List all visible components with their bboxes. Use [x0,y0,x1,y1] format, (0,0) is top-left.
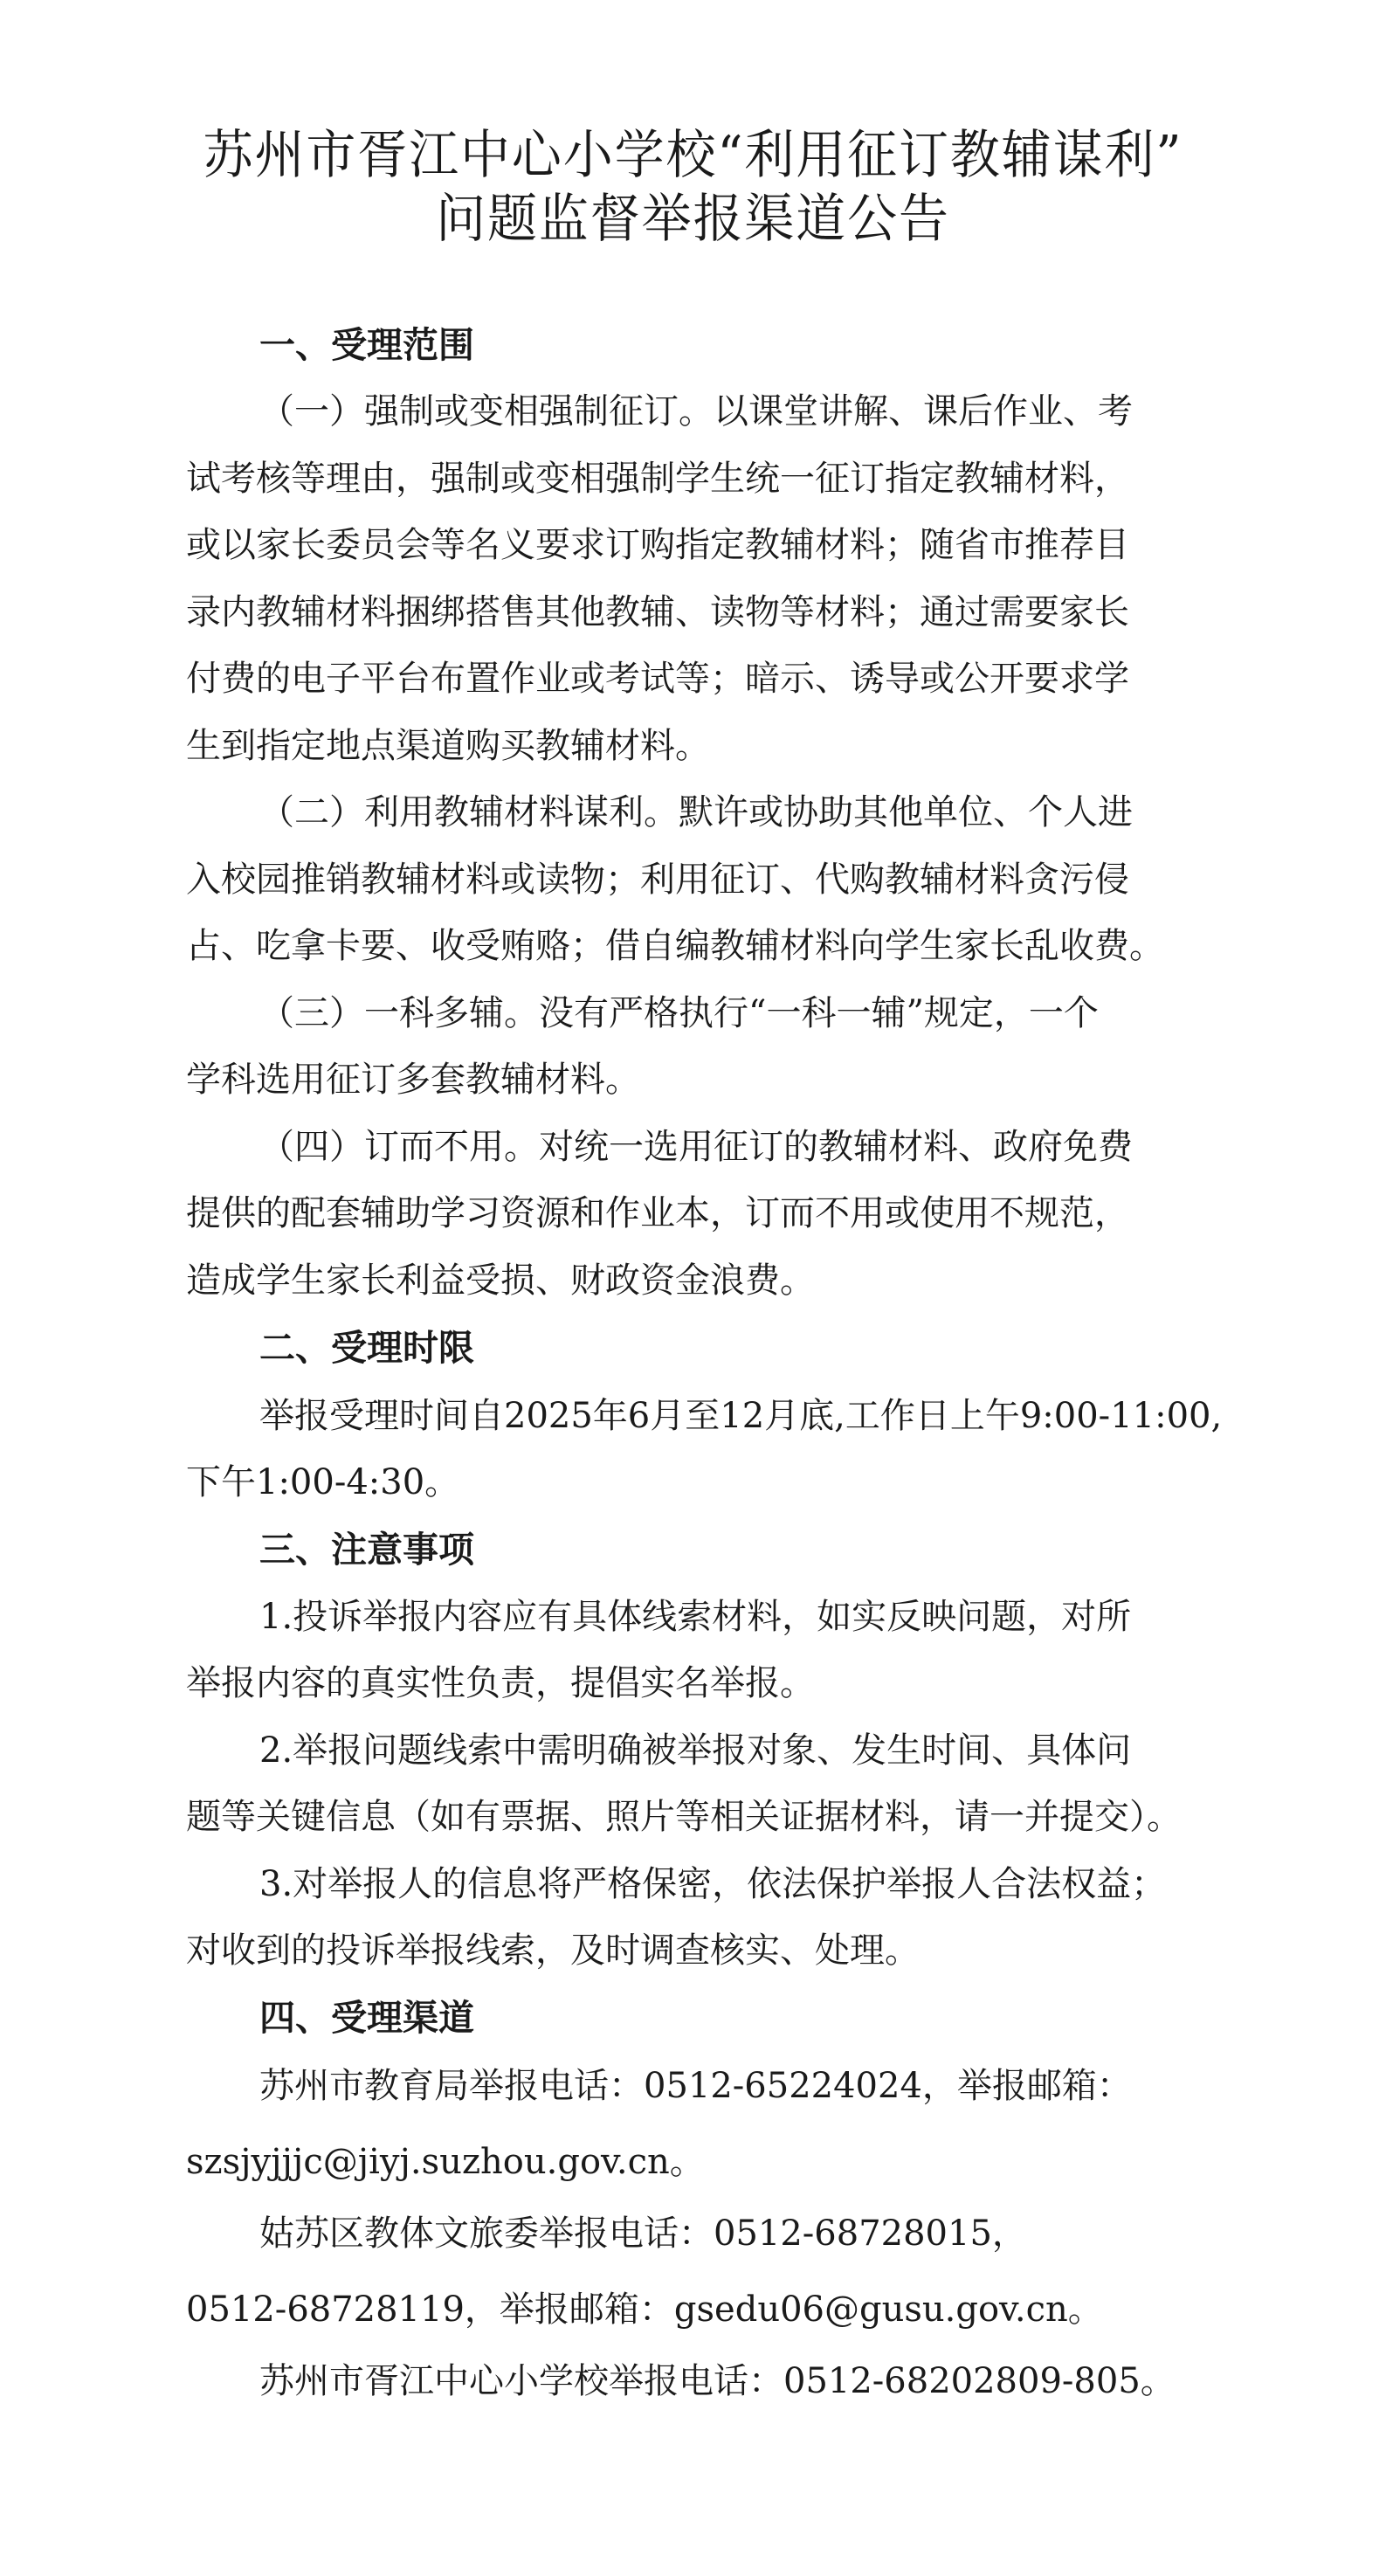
paragraph-line: 0512-68728119，举报邮箱：gsedu06@gusu.gov.cn。 [186,2289,1103,2330]
section-heading-notes: 三、注意事项 [259,1529,474,1571]
document-title-line-2: 问题监督举报渠道公告 [436,189,950,250]
paragraph-line: 录内教辅材料捆绑搭售其他教辅、读物等材料；通过需要家长 [186,592,1129,632]
paragraph-line: 1.投诉举报内容应有具体线索材料，如实反映问题，对所 [259,1597,1132,1637]
paragraph-line: （二）利用教辅材料谋利。默许或协助其他单位、个人进 [259,792,1133,832]
section-heading-time-limit: 二、受理时限 [259,1327,474,1369]
paragraph-line: 苏州市胥江中心小学校举报电话：0512-68202809-805。 [259,2361,1176,2401]
paragraph-line: 3.对举报人的信息将严格保密，依法保护举报人合法权益； [259,1864,1167,1904]
paragraph-line: 题等关键信息（如有票据、照片等相关证据材料，请一并提交）。 [186,1797,1182,1837]
paragraph-line: 占、吃拿卡要、收受贿赂；借自编教辅材料向学生家长乱收费。 [186,926,1164,966]
section-heading-scope: 一、受理范围 [259,324,474,366]
paragraph-line: 2.举报问题线索中需明确被举报对象、发生时间、具体问 [259,1730,1132,1771]
paragraph-line: 试考核等理由，强制或变相强制学生统一征订指定教辅材料， [186,459,1129,499]
paragraph-line: szsjyjjjc@jiyj.suzhou.gov.cn。 [186,2142,705,2182]
paragraph-line: （三）一科多辅。没有严格执行“一科一辅”规定，一个 [259,993,1099,1033]
paragraph-line: 入校园推销教辅材料或读物；利用征订、代购教辅材料贪污侵 [186,860,1129,900]
paragraph-line: 提供的配套辅助学习资源和作业本，订而不用或使用不规范， [186,1193,1129,1233]
paragraph-line: 造成学生家长利益受损、财政资金浪费。 [186,1260,815,1301]
paragraph-line: 举报内容的真实性负责，提倡实名举报。 [186,1663,815,1703]
paragraph-line: 苏州市教育局举报电话：0512-65224024，举报邮箱： [259,2066,1132,2106]
document-title-line-1: 苏州市胥江中心小学校“利用征订教辅谋利” [203,125,1183,186]
paragraph-line: 学科选用征订多套教辅材料。 [186,1060,640,1100]
paragraph-line: （一）强制或变相强制征订。以课堂讲解、课后作业、考 [259,391,1133,432]
section-heading-channels: 四、受理渠道 [259,1997,474,2039]
paragraph-line: 付费的电子平台布置作业或考试等；暗示、诱导或公开要求学 [186,659,1129,699]
paragraph-line: 举报受理时间自2025年6月至12月底,工作日上午9:00-11:00, [259,1396,1223,1436]
paragraph-line: 下午1:00-4:30。 [186,1462,460,1502]
paragraph-line: （四）订而不用。对统一选用征订的教辅材料、政府免费 [259,1127,1133,1167]
paragraph-line: 或以家长委员会等名义要求订购指定教辅材料；随省市推荐目 [186,525,1129,565]
paragraph-line: 对收到的投诉举报线索，及时调查核实、处理。 [186,1930,920,1971]
paragraph-line: 生到指定地点渠道购买教辅材料。 [186,726,710,766]
paragraph-line: 姑苏区教体文旅委举报电话：0512-68728015， [259,2213,1027,2254]
